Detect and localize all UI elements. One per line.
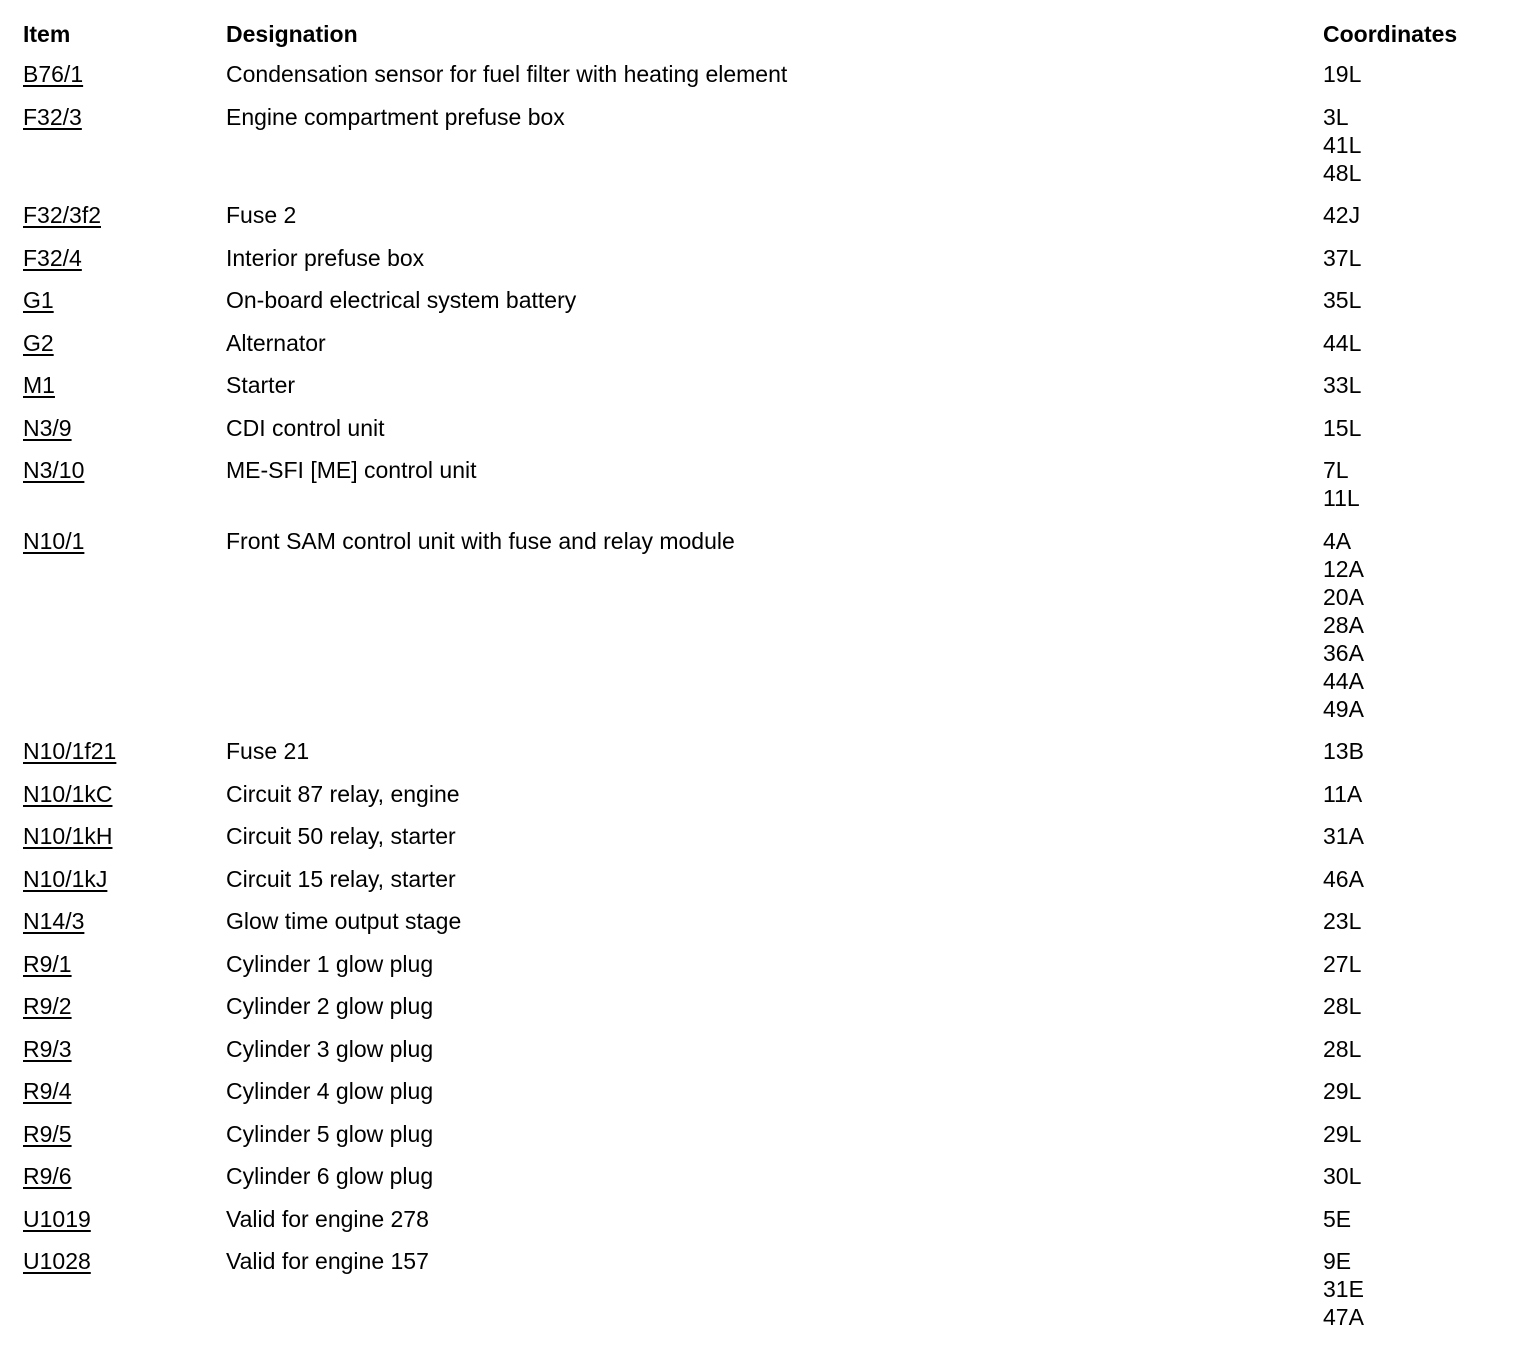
- coordinate-value: 49A: [1323, 695, 1364, 722]
- component-legend-table: [23, 18, 1503, 1346]
- designation-text: ME-SFI [ME] control unit: [226, 457, 477, 483]
- table-row: [23, 1205, 1503, 1233]
- coordinate-value: 7L: [1323, 457, 1349, 483]
- table-row: [23, 201, 1503, 229]
- item-link[interactable]: R9/1: [23, 950, 72, 977]
- item-link[interactable]: N10/1kH: [23, 823, 113, 849]
- coordinates-cell: [1323, 865, 1503, 893]
- designation-text: Circuit 50 relay, starter: [226, 823, 456, 849]
- coordinates-cell: [1323, 1077, 1503, 1105]
- item-link[interactable]: G1: [23, 287, 54, 313]
- coordinate-value: 31A: [1323, 823, 1364, 849]
- coordinate-value: 13B: [1323, 738, 1364, 764]
- coordinates-cell: [1323, 907, 1503, 935]
- item-link[interactable]: F32/3f2: [23, 202, 101, 228]
- designation-text: Cylinder 1 glow plug: [226, 950, 434, 977]
- coordinates-cell: [1323, 286, 1503, 314]
- coordinate-value: 27L: [1323, 950, 1362, 977]
- table-row: [23, 244, 1503, 272]
- coordinate-value: 28A: [1323, 611, 1364, 638]
- coordinate-value: 47A: [1323, 1304, 1364, 1330]
- coordinate-value: 41L: [1323, 131, 1362, 158]
- table-row: [23, 1162, 1503, 1190]
- designation-text: Fuse 2: [226, 202, 297, 228]
- coordinates-cell: [1323, 329, 1503, 357]
- coordinates-cell: [1323, 992, 1503, 1020]
- coordinates-cell: [1323, 1162, 1503, 1190]
- coordinates-cell: [1323, 780, 1503, 808]
- table-row: [23, 329, 1503, 357]
- designation-text: Cylinder 3 glow plug: [226, 1035, 434, 1062]
- coordinate-value: 4A: [1323, 527, 1352, 554]
- designation-text: Valid for engine 157: [226, 1248, 429, 1274]
- designation-text: Engine compartment prefuse box: [226, 103, 565, 130]
- table-row: [23, 780, 1503, 808]
- coordinate-value: 12A: [1323, 555, 1364, 582]
- item-link[interactable]: U1019: [23, 1205, 91, 1232]
- coordinate-value: 35L: [1323, 287, 1362, 313]
- table-row: [23, 286, 1503, 314]
- coordinates-cell: [1323, 103, 1503, 187]
- coordinates-cell: [1323, 371, 1503, 399]
- table-row: [23, 1077, 1503, 1105]
- coordinates-cell: [1323, 950, 1503, 978]
- table-row: [23, 992, 1503, 1020]
- item-link[interactable]: M1: [23, 372, 55, 398]
- coordinate-value: 30L: [1323, 1163, 1362, 1189]
- header-coordinates: Coordinates: [1323, 21, 1458, 47]
- table-row: [23, 527, 1503, 723]
- coordinates-cell: [1323, 1247, 1503, 1331]
- designation-text: Alternator: [226, 329, 326, 356]
- coordinates-cell: [1323, 60, 1503, 88]
- table-header: [23, 18, 1503, 50]
- designation-text: Starter: [226, 372, 296, 398]
- item-link[interactable]: R9/5: [23, 1120, 72, 1147]
- designation-text: Circuit 87 relay, engine: [226, 780, 460, 807]
- coordinate-value: 33L: [1323, 372, 1362, 398]
- item-link[interactable]: R9/3: [23, 1035, 72, 1062]
- coordinate-value: 5E: [1323, 1205, 1352, 1232]
- table-row: [23, 103, 1503, 187]
- coordinate-value: 37L: [1323, 244, 1362, 271]
- designation-text: On-board electrical system battery: [226, 287, 577, 313]
- item-link[interactable]: G2: [23, 329, 54, 356]
- item-link[interactable]: N3/9: [23, 414, 72, 441]
- table-row: [23, 1247, 1503, 1331]
- table-row: [23, 865, 1503, 893]
- table-row: [23, 60, 1503, 88]
- coordinates-cell: [1323, 737, 1503, 765]
- coordinate-value: 44L: [1323, 329, 1362, 356]
- table-row: [23, 1035, 1503, 1063]
- coordinates-cell: [1323, 1120, 1503, 1148]
- item-link[interactable]: N10/1kC: [23, 780, 113, 807]
- item-link[interactable]: F32/3: [23, 103, 82, 130]
- coordinates-cell: [1323, 822, 1503, 850]
- coordinate-value: 20A: [1323, 583, 1364, 610]
- coordinate-value: 28L: [1323, 993, 1362, 1019]
- item-link[interactable]: B76/1: [23, 61, 84, 87]
- header-item: Item: [23, 21, 71, 47]
- designation-text: Cylinder 6 glow plug: [226, 1163, 434, 1189]
- coordinates-cell: [1323, 244, 1503, 272]
- coordinate-value: 11L: [1323, 485, 1360, 511]
- coordinates-cell: [1323, 1035, 1503, 1063]
- table-row: [23, 907, 1503, 935]
- item-link[interactable]: F32/4: [23, 244, 82, 271]
- item-link[interactable]: R9/2: [23, 993, 72, 1019]
- coordinate-value: 3L: [1323, 103, 1349, 130]
- table-row: [23, 371, 1503, 399]
- table-row: [23, 737, 1503, 765]
- designation-text: CDI control unit: [226, 414, 385, 441]
- header-designation: Designation: [226, 21, 358, 47]
- table-row: [23, 950, 1503, 978]
- item-link[interactable]: R9/6: [23, 1163, 72, 1189]
- table-body: [23, 60, 1503, 1331]
- coordinate-value: 36A: [1323, 639, 1364, 666]
- coordinates-cell: [1323, 1205, 1503, 1233]
- designation-text: Glow time output stage: [226, 908, 462, 934]
- item-link[interactable]: U1028: [23, 1248, 91, 1274]
- table-row: [23, 822, 1503, 850]
- item-link[interactable]: N3/10: [23, 457, 85, 483]
- designation-text: Cylinder 2 glow plug: [226, 993, 434, 1019]
- coordinate-value: 29L: [1323, 1120, 1362, 1147]
- coordinate-value: 15L: [1323, 414, 1362, 441]
- coordinate-value: 19L: [1323, 61, 1362, 87]
- coordinate-value: 31E: [1323, 1276, 1364, 1302]
- table-row: [23, 1120, 1503, 1148]
- designation-text: Front SAM control unit with fuse and relay module: [226, 527, 735, 554]
- coordinate-value: 48L: [1323, 159, 1362, 186]
- designation-text: Condensation sensor for fuel filter with heating element: [226, 61, 788, 87]
- item-link[interactable]: N10/1: [23, 527, 85, 554]
- designation-text: Fuse 21: [226, 738, 310, 764]
- coordinate-value: 23L: [1323, 908, 1362, 934]
- table-row: [23, 456, 1503, 512]
- coordinate-value: 28L: [1323, 1035, 1362, 1062]
- item-link[interactable]: N10/1kJ: [23, 865, 108, 892]
- coordinate-value: 11A: [1323, 780, 1363, 807]
- coordinate-value: 9E: [1323, 1248, 1352, 1274]
- item-link[interactable]: R9/4: [23, 1078, 72, 1104]
- table-row: [23, 414, 1503, 442]
- coordinates-cell: [1323, 201, 1503, 229]
- designation-text: Circuit 15 relay, starter: [226, 865, 456, 892]
- coordinates-cell: [1323, 456, 1503, 512]
- coordinates-cell: [1323, 414, 1503, 442]
- coordinate-value: 42J: [1323, 202, 1361, 228]
- coordinate-value: 44A: [1323, 667, 1364, 694]
- item-link[interactable]: N14/3: [23, 908, 85, 934]
- coordinate-value: 29L: [1323, 1078, 1362, 1104]
- designation-text: Cylinder 4 glow plug: [226, 1078, 434, 1104]
- coordinate-value: 46A: [1323, 865, 1364, 892]
- coordinates-cell: [1323, 527, 1503, 723]
- designation-text: Cylinder 5 glow plug: [226, 1120, 434, 1147]
- designation-text: Interior prefuse box: [226, 244, 425, 271]
- item-link[interactable]: N10/1f21: [23, 738, 117, 764]
- designation-text: Valid for engine 278: [226, 1205, 429, 1232]
